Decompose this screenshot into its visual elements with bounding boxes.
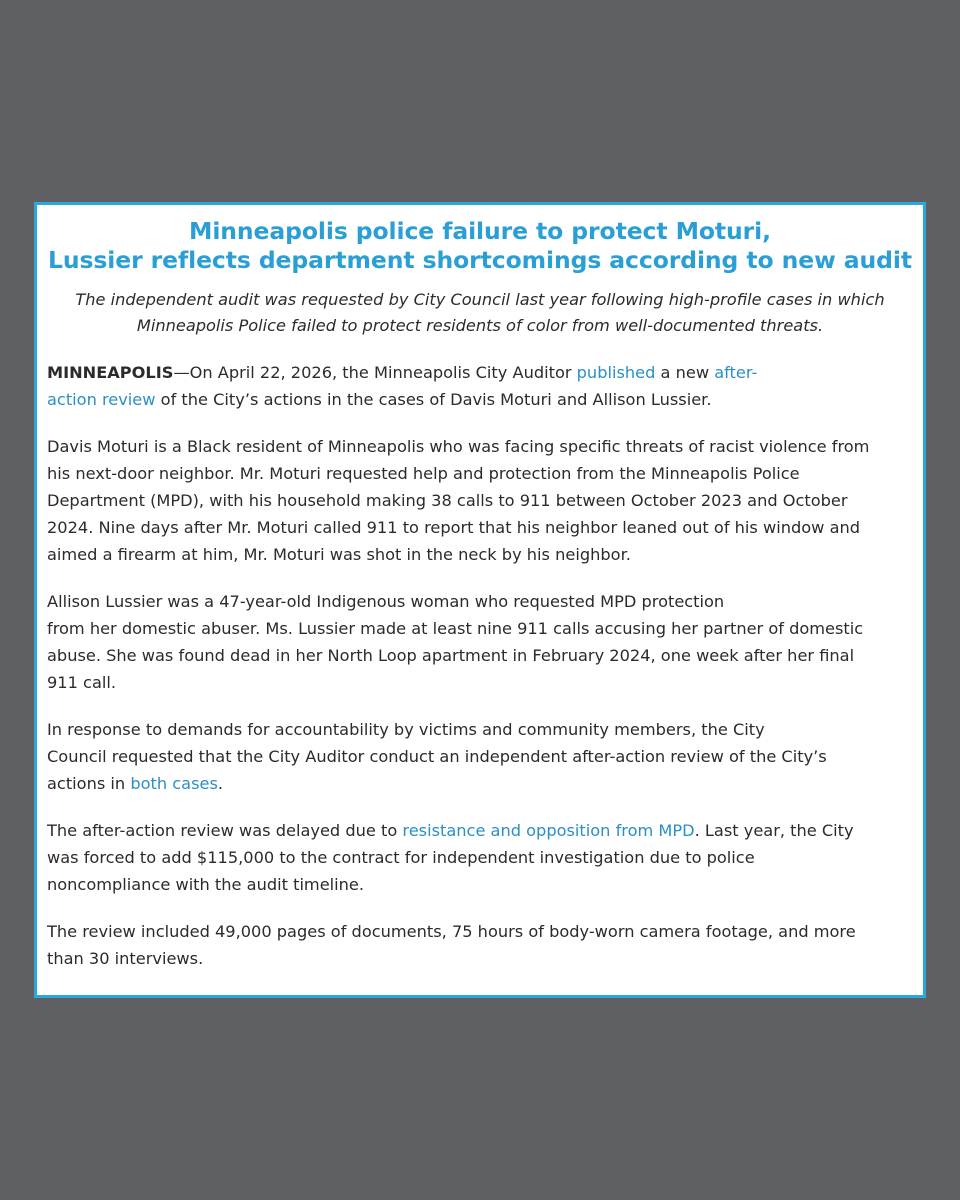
delay-text-end: . Last year, the City (694, 821, 854, 840)
paragraph-lussier-line-4: 911 call. (47, 673, 117, 692)
council-text-end: . (217, 774, 224, 793)
paragraph-delay-line-1 (47, 817, 913, 844)
paragraph-review-line-2: than 30 interviews. (47, 949, 204, 968)
paragraph-lussier-line-1: Allison Lussier was a 47-year-old Indigenous woman who requested MPD protection (47, 592, 725, 611)
headline (47, 217, 913, 275)
paragraph-council-line-1: In response to demands for accountability by victims and community members, the City (47, 720, 765, 739)
paragraph-intro (47, 359, 913, 413)
paragraph-delay-line-3: noncompliance with the audit timeline. (47, 875, 365, 894)
intro-text-c: of the City’s actions in the cases of Davis Moturi and Allison Lussier. (155, 390, 712, 409)
subheadline-line-2: Minneapolis Police failed to protect residents of color from well-documented threats. (136, 316, 824, 335)
paragraph-council-line-3 (47, 770, 913, 797)
subheadline (47, 287, 913, 339)
paragraph-moturi-line-1: Davis Moturi is a Black resident of Minneapolis who was facing specific threats of racist violence from (47, 437, 870, 456)
paragraph-intro-line-2 (47, 386, 913, 413)
subheadline-line-1: The independent audit was requested by City Council last year following high-profile cases in which (75, 290, 885, 309)
paragraph-moturi-line-2: his next-door neighbor. Mr. Moturi requested help and protection from the Minneapolis Police (47, 464, 800, 483)
intro-text-a: —On April 22, 2026, the Minneapolis City Auditor (173, 363, 577, 382)
headline-line-2: Lussier reflects department shortcomings according to new audit (48, 246, 912, 274)
paragraph-council-line-2: Council requested that the City Auditor conduct an independent after-action review of the City’s (47, 747, 827, 766)
published-link[interactable]: published (576, 363, 656, 382)
intro-text-b: a new (655, 363, 715, 382)
paragraph-lussier-line-2: from her domestic abuser. Ms. Lussier made at least nine 911 calls accusing her partner of domestic (47, 619, 864, 638)
council-text: actions in (47, 774, 131, 793)
paragraph-delay-line-2: was forced to add $115,000 to the contract for independent investigation due to police (47, 848, 755, 867)
dateline: MINNEAPOLIS (47, 363, 174, 382)
paragraph-intro-line-1 (47, 359, 913, 386)
after-action-review-link-part-1[interactable]: after- (714, 363, 758, 382)
paragraph-lussier (47, 588, 913, 696)
paragraph-lussier-line-3: abuse. She was found dead in her North Loop apartment in February 2024, one week after her final (47, 646, 855, 665)
both-cases-link[interactable]: both cases (130, 774, 218, 793)
paragraph-moturi-line-4: 2024. Nine days after Mr. Moturi called 911 to report that his neighbor leaned out of his window and (47, 518, 861, 537)
resistance-opposition-link[interactable]: resistance and opposition from MPD (402, 821, 695, 840)
paragraph-delay (47, 817, 913, 898)
paragraph-moturi (47, 433, 913, 568)
headline-line-1: Minneapolis police failure to protect Moturi, (189, 217, 771, 245)
paragraph-review-scope (47, 918, 913, 972)
paragraph-review-line-1: The review included 49,000 pages of documents, 75 hours of body-worn camera footage, and more (47, 922, 856, 941)
paragraph-moturi-line-5: aimed a firearm at him, Mr. Moturi was shot in the neck by his neighbor. (47, 545, 631, 564)
delay-text: The after-action review was delayed due to (47, 821, 403, 840)
article-card (34, 202, 926, 998)
paragraph-council-request (47, 716, 913, 797)
after-action-review-link-part-2[interactable]: action review (47, 390, 156, 409)
paragraph-moturi-line-3: Department (MPD), with his household making 38 calls to 911 between October 2023 and October (47, 491, 848, 510)
